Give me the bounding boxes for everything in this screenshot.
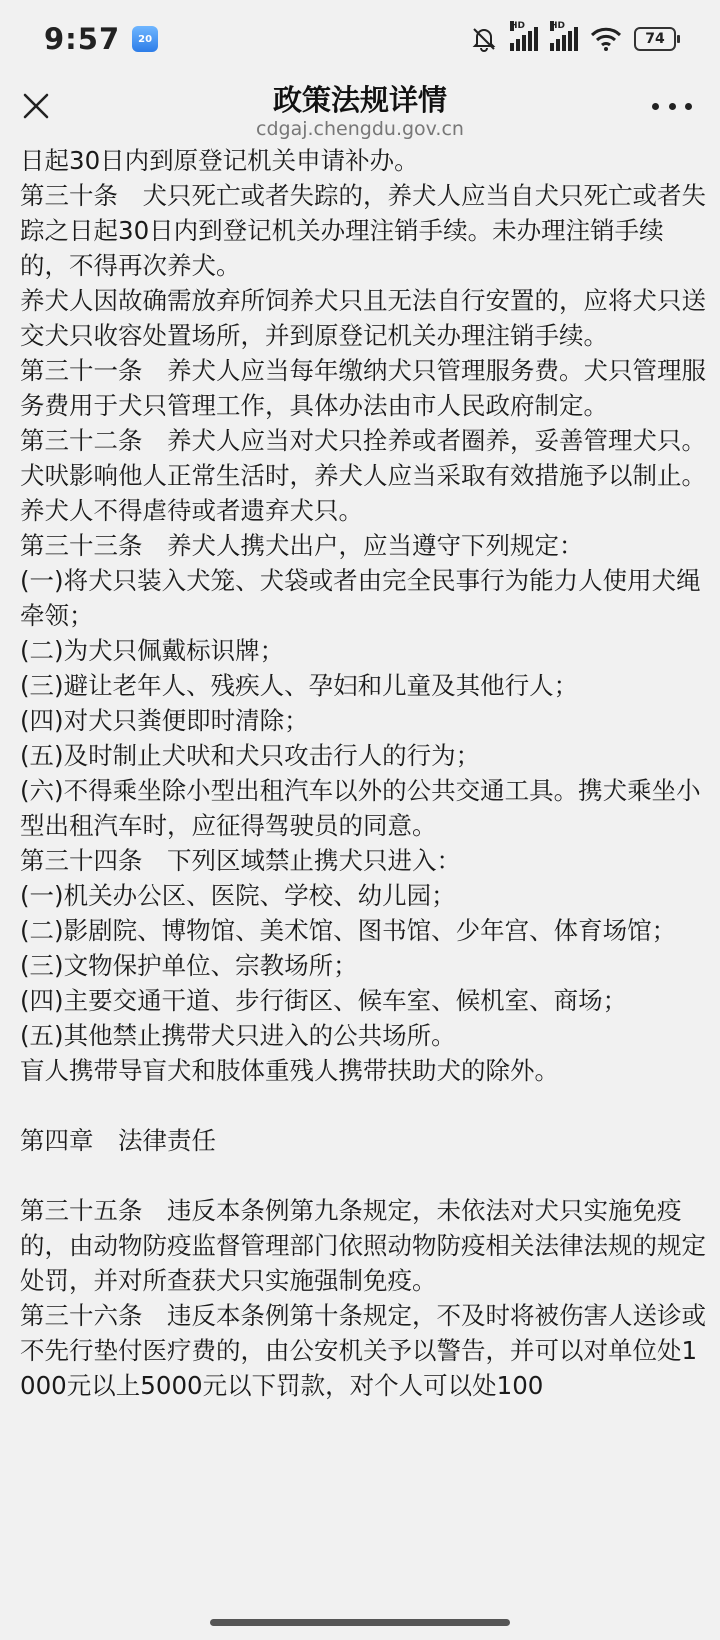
nav-bar bbox=[0, 78, 720, 148]
article-content[interactable] bbox=[0, 148, 720, 1608]
article-body bbox=[20, 148, 706, 1403]
paragraph: (二)为犬只佩戴标识牌； bbox=[20, 636, 285, 665]
battery-icon: 74 bbox=[634, 27, 676, 51]
paragraph: (三)避让老年人、残疾人、孕妇和儿童及其他行人； bbox=[20, 671, 579, 700]
paragraph: (五)及时制止犬吠和犬只攻击行人的行为； bbox=[20, 741, 481, 770]
weather-app-icon: 20 bbox=[132, 26, 158, 52]
paragraph: 第三十条 犬只死亡或者失踪的，养犬人应当自犬只死亡或者失踪之日起30日内到登记机关办理注销手续。未办理注销手续的，不得再次养犬。 bbox=[20, 181, 706, 280]
status-bar bbox=[0, 0, 720, 78]
paragraph: 盲人携带导盲犬和肢体重残人携带扶助犬的除外。 bbox=[20, 1056, 559, 1085]
paragraph: (四)对犬只粪便即时清除； bbox=[20, 706, 309, 735]
more-dot-icon bbox=[652, 103, 659, 110]
hd-label-1: HD bbox=[510, 21, 526, 31]
paragraph: (六)不得乘坐除小型出租汽车以外的公共交通工具。携犬乘坐小型出租汽车时，应征得驾驶员的同意。 bbox=[20, 776, 701, 840]
paragraph: 日起30日内到原登记机关申请补办。 bbox=[20, 148, 419, 175]
more-dot-icon bbox=[685, 103, 692, 110]
hd-label-2: HD bbox=[550, 21, 566, 31]
paragraph: 养犬人不得虐待或者遗弃犬只。 bbox=[20, 496, 363, 525]
mute-bell-icon bbox=[470, 25, 498, 53]
chapter-heading: 第四章 法律责任 bbox=[20, 1126, 216, 1155]
paragraph: (一)将犬只装入犬笼、犬袋或者由完全民事行为能力人使用犬绳牵领； bbox=[20, 566, 701, 630]
paragraph: 第三十二条 养犬人应当对犬只拴养或者圈养，妥善管理犬只。 bbox=[20, 426, 706, 455]
more-options-button[interactable] bbox=[652, 96, 692, 116]
signal-1-icon bbox=[510, 21, 538, 51]
paragraph: 犬吠影响他人正常生活时，养犬人应当采取有效措施予以制止。 bbox=[20, 461, 706, 490]
status-left bbox=[44, 22, 158, 56]
signal-2-icon bbox=[550, 21, 578, 51]
status-time: 9:57 bbox=[44, 22, 121, 56]
paragraph: 养犬人因故确需放弃所饲养犬只且无法自行安置的，应将犬只送交犬只收容处置场所，并到原登记机关办理注销手续。 bbox=[20, 286, 706, 350]
paragraph: 第三十三条 养犬人携犬出户，应当遵守下列规定： bbox=[20, 531, 584, 560]
home-indicator[interactable] bbox=[210, 1619, 510, 1626]
paragraph: (三)文物保护单位、宗教场所； bbox=[20, 951, 358, 980]
more-dot-icon bbox=[669, 103, 676, 110]
status-right bbox=[470, 21, 676, 53]
paragraph: (四)主要交通干道、步行街区、候车室、候机室、商场； bbox=[20, 986, 628, 1015]
wifi-icon bbox=[590, 27, 622, 51]
paragraph: (一)机关办公区、医院、学校、幼儿园； bbox=[20, 881, 456, 910]
page-url: cdgaj.chengdu.gov.cn bbox=[256, 118, 464, 140]
paragraph: 第三十五条 违反本条例第九条规定，未依法对犬只实施免疫的，由动物防疫监督管理部门依照动物防疫相关法律法规的规定处罚，并对所查获犬只实施强制免疫。 bbox=[20, 1196, 706, 1295]
paragraph: (二)影剧院、博物馆、美术馆、图书馆、少年宫、体育场馆； bbox=[20, 916, 677, 945]
page-title: 政策法规详情 bbox=[272, 83, 447, 117]
paragraph: 第三十六条 违反本条例第十条规定，不及时将被伤害人送诊或不先行垫付医疗费的，由公安机关予以警告，并可以对单位处1000元以上5000元以下罚款，对个人可以处100 bbox=[20, 1301, 706, 1400]
paragraph: 第三十一条 养犬人应当每年缴纳犬只管理服务费。犬只管理服务费用于犬只管理工作，具体办法由市人民政府制定。 bbox=[20, 356, 706, 420]
paragraph: (五)其他禁止携带犬只进入的公共场所。 bbox=[20, 1021, 456, 1050]
paragraph: 第三十四条 下列区域禁止携犬只进入： bbox=[20, 846, 461, 875]
